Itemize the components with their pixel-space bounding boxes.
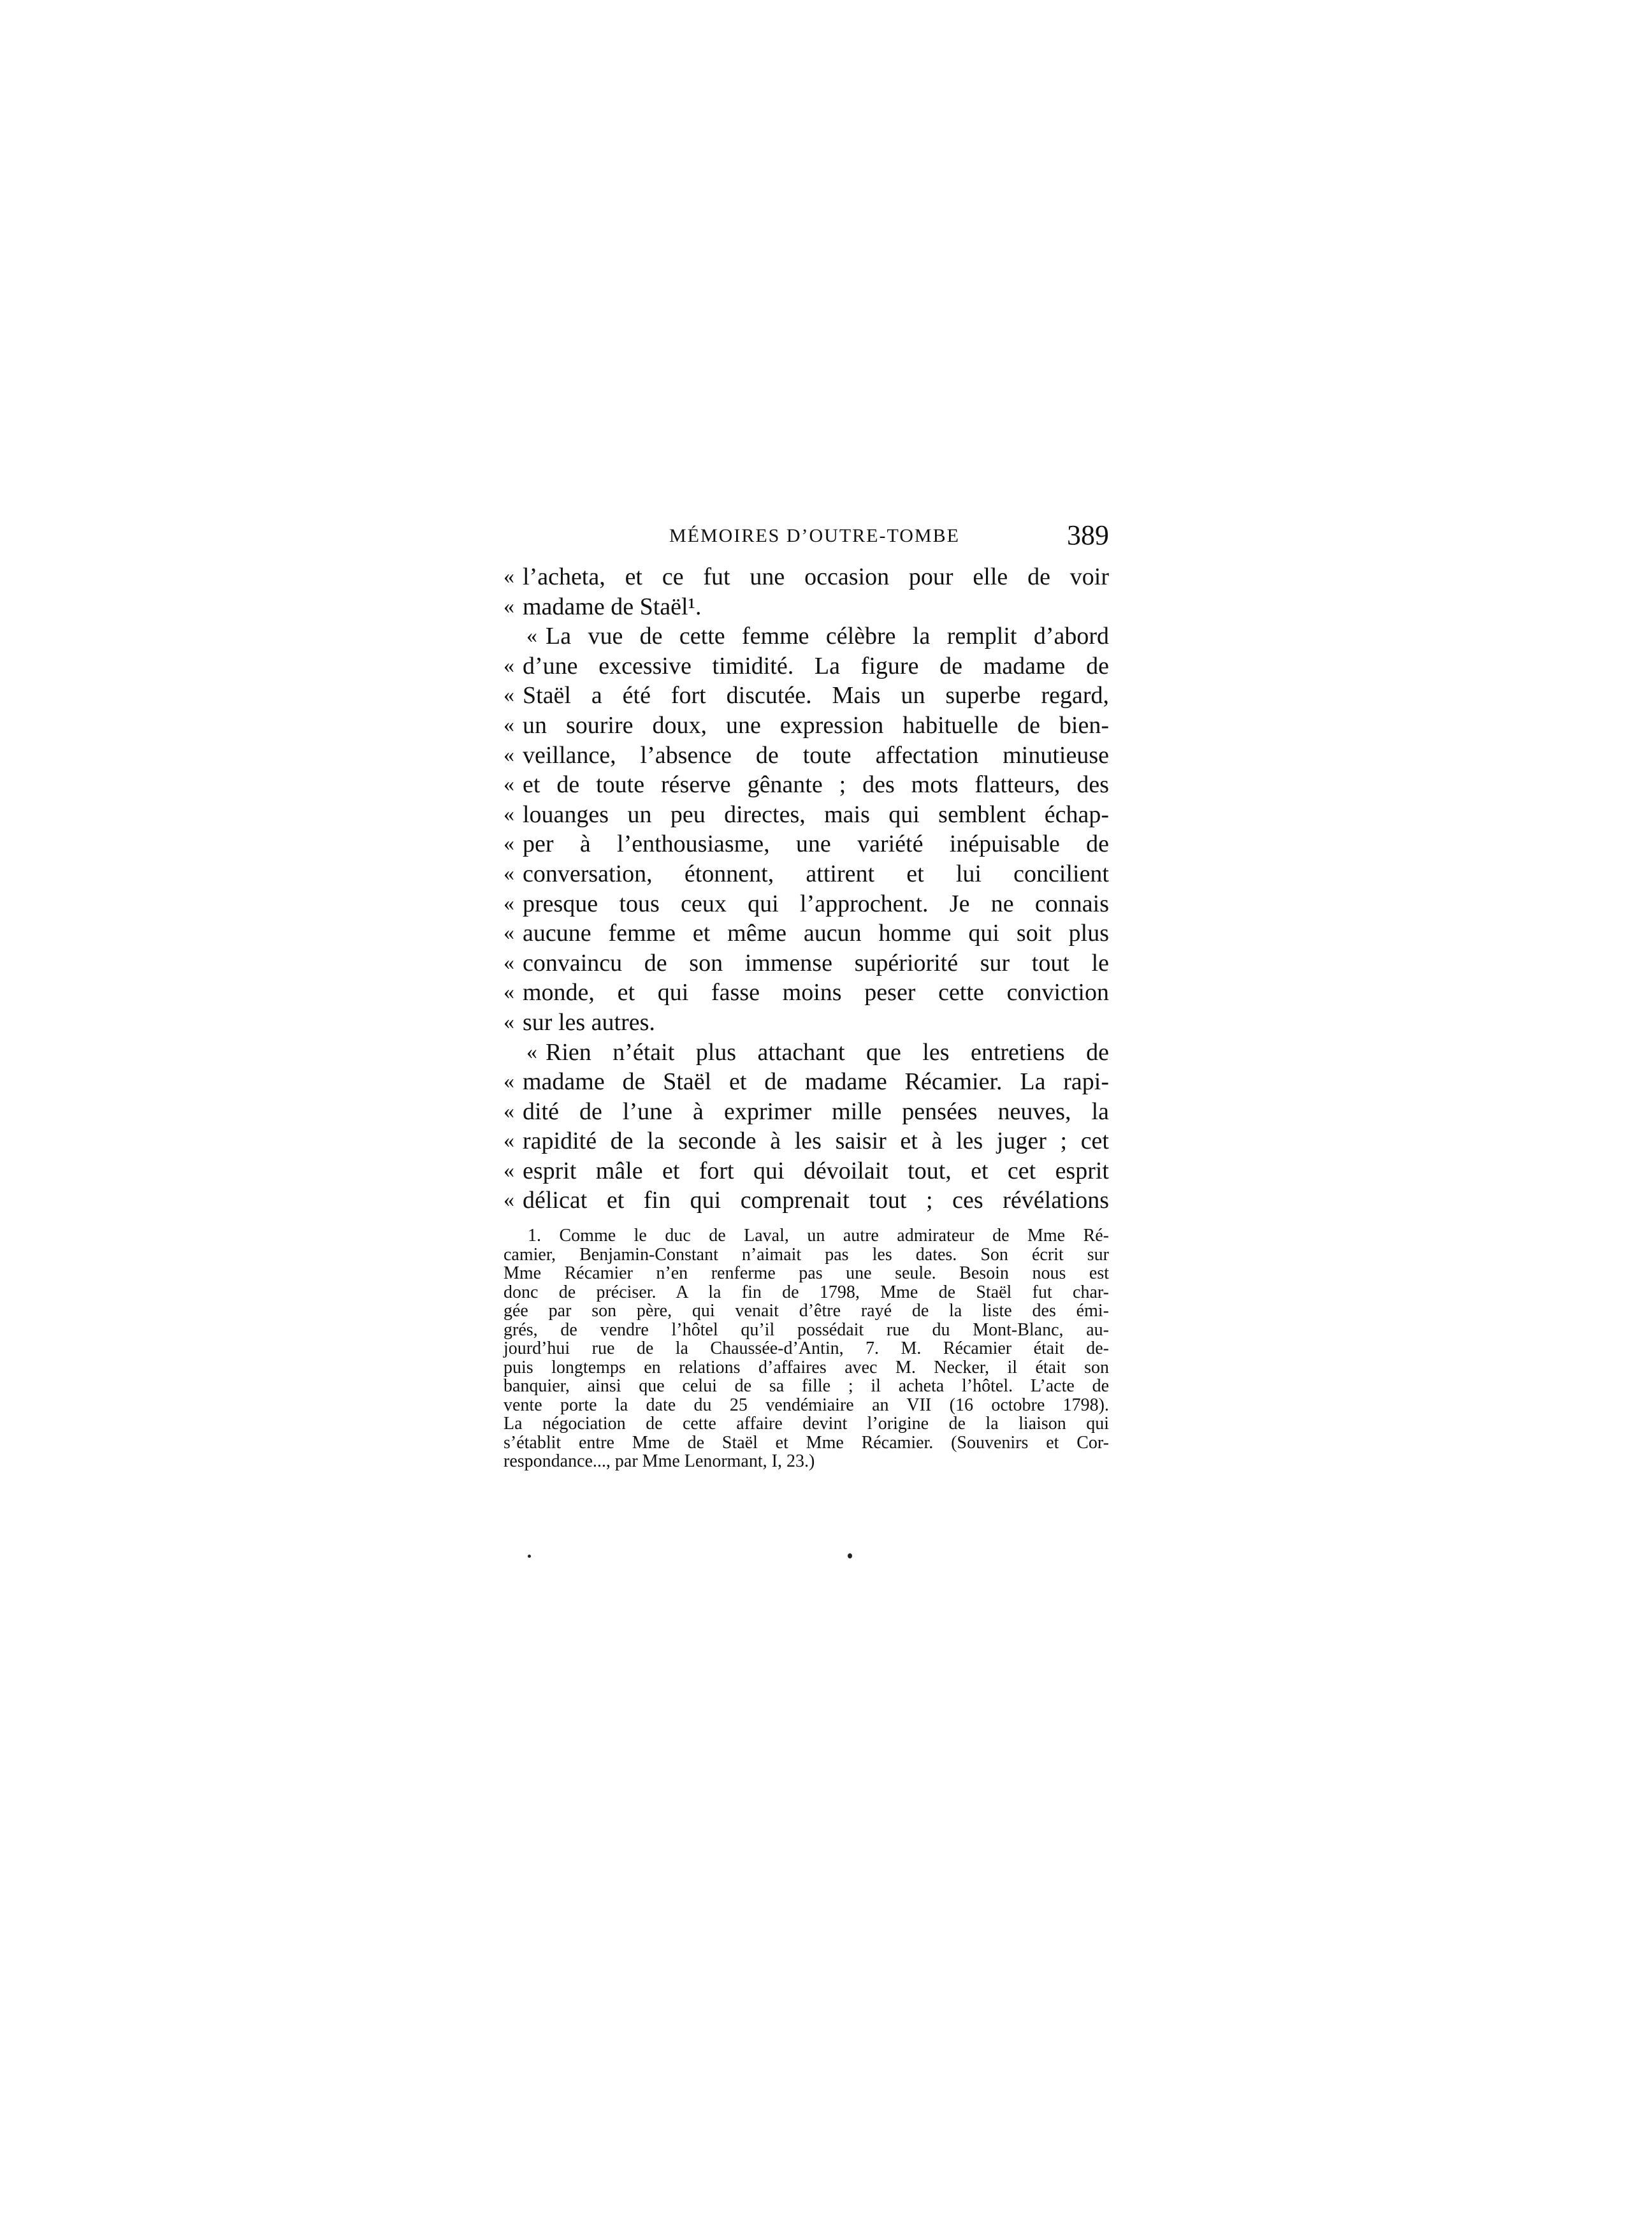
footnote-line xyxy=(504,1321,1109,1340)
footnote-text: grés, de vendre l’hôtel qu’il possédait rue du Mont-Blanc, au- xyxy=(504,1319,1109,1340)
print-speck xyxy=(848,1553,852,1558)
text-line xyxy=(504,1126,1109,1156)
print-speck xyxy=(528,1555,531,1558)
text-line xyxy=(504,829,1109,859)
quote-mark: « xyxy=(504,1188,514,1212)
text-line xyxy=(504,918,1109,948)
text-line xyxy=(504,681,1109,711)
footnote-text: gée par son père, qui venait d’être rayé de la liste des émi- xyxy=(504,1301,1109,1321)
quote-mark: « xyxy=(504,1010,514,1034)
text-line xyxy=(504,651,1109,681)
quote-mark: « xyxy=(504,891,514,915)
quote-mark: « xyxy=(504,713,514,737)
footnote-line xyxy=(504,1283,1109,1302)
footnote-line xyxy=(504,1264,1109,1283)
footnote-line xyxy=(504,1358,1109,1377)
quote-mark: « xyxy=(504,802,514,826)
text-line xyxy=(504,562,1109,592)
footnote-text: respondance..., par Mme Lenormant, I, 23.) xyxy=(504,1451,815,1471)
quote-mark: « xyxy=(504,921,514,945)
line-text: veillance, l’absence de toute affectation minutieuse xyxy=(523,741,1109,769)
text-line xyxy=(504,621,1109,651)
line-text: louanges un peu directes, mais qui semblent échap- xyxy=(523,801,1109,828)
line-text: d’une excessive timidité. La figure de madame de xyxy=(523,652,1109,679)
text-line xyxy=(504,770,1109,800)
quote-mark: « xyxy=(504,565,514,588)
line-text: un sourire doux, une expression habituelle de bien- xyxy=(523,711,1109,739)
footnote-text: banquier, ainsi que celui de sa fille ; il acheta l’hôtel. L’acte de xyxy=(504,1376,1109,1396)
footnote-text: camier, Benjamin-Constant n’aimait pas les dates. Son écrit sur xyxy=(504,1244,1109,1265)
quote-mark: « xyxy=(504,832,514,856)
quote-mark: « xyxy=(526,1040,537,1064)
text-line xyxy=(504,592,1109,622)
quote-mark: « xyxy=(504,1070,514,1094)
footnote-text: jourd’hui rue de la Chaussée-d’Antin, 7. M. Récamier était de- xyxy=(504,1339,1109,1358)
text-line xyxy=(504,1156,1109,1186)
text-line xyxy=(504,1067,1109,1097)
footnote-line xyxy=(504,1434,1109,1453)
quote-mark: « xyxy=(504,743,514,767)
text-line xyxy=(504,1097,1109,1127)
footnote-text: 1. Comme le duc de Laval, un autre admirateur de Mme Ré- xyxy=(528,1226,1109,1245)
text-line xyxy=(504,711,1109,741)
line-text: presque tous ceux qui l’approchent. Je ne connais xyxy=(523,890,1109,917)
footnote-text: Mme Récamier n’en renferme pas une seule. Besoin nous est xyxy=(504,1263,1109,1283)
quote-mark: « xyxy=(504,1158,514,1182)
footnote-line xyxy=(504,1245,1109,1265)
text-line xyxy=(504,1038,1109,1068)
footnote-line xyxy=(504,1452,1109,1471)
footnote-line xyxy=(504,1377,1109,1396)
footnote-line xyxy=(504,1396,1109,1415)
text-line xyxy=(504,948,1109,978)
line-text: et de toute réserve gênante ; des mots flatteurs, des xyxy=(523,771,1109,799)
quote-mark: « xyxy=(504,594,514,618)
text-line xyxy=(504,859,1109,889)
line-text: madame de Staël et de madame Récamier. La rapi- xyxy=(523,1068,1109,1096)
quote-mark: « xyxy=(504,861,514,885)
line-text: Staël a été fort discutée. Mais un superbe regard, xyxy=(523,682,1109,709)
line-text: dité de l’une à exprimer mille pensées neuves, la xyxy=(523,1098,1109,1125)
text-line xyxy=(504,978,1109,1008)
line-text: sur les autres. xyxy=(523,1008,655,1036)
quote-mark: « xyxy=(504,653,514,678)
line-text: Rien n’était plus attachant que les entretiens de xyxy=(546,1038,1109,1066)
footnote-text: La négociation de cette affaire devint l’origine de la liaison qui xyxy=(504,1414,1109,1434)
line-text: per à l’enthousiasme, une variété inépuisable de xyxy=(523,831,1109,858)
line-text: délicat et fin qui comprenait tout ; ces révélations xyxy=(523,1187,1109,1214)
text-line xyxy=(504,1186,1109,1216)
line-text: conversation, étonnent, attirent et lui concilient xyxy=(523,860,1109,887)
body-text xyxy=(504,562,1109,1216)
running-title: MÉMOIRES D’OUTRE-TOMBE xyxy=(669,525,960,546)
quote-mark: « xyxy=(504,683,514,708)
footnote-text: donc de préciser. A la fin de 1798, Mme de Staël fut char- xyxy=(504,1282,1109,1302)
text-line xyxy=(504,1008,1109,1038)
line-text: La vue de cette femme célèbre la remplit d’abord xyxy=(546,623,1109,650)
footnote-line xyxy=(504,1226,1109,1245)
line-text: l’acheta, et ce fut une occasion pour elle de voir xyxy=(523,563,1109,590)
text-line xyxy=(504,889,1109,919)
footnote-text: s’établit entre Mme de Staël et Mme Récamier. (Souvenirs et Cor- xyxy=(504,1432,1109,1453)
text-line xyxy=(504,800,1109,830)
footnotes xyxy=(504,1226,1109,1471)
footnote-line xyxy=(504,1302,1109,1321)
quote-mark: « xyxy=(504,1099,514,1123)
line-text: monde, et qui fasse moins peser cette conviction xyxy=(523,979,1109,1006)
text-line xyxy=(504,741,1109,771)
line-text: rapidité de la seconde à les saisir et à les juger ; cet xyxy=(523,1128,1109,1155)
line-text: convaincu de son immense supériorité sur tout le xyxy=(523,949,1109,976)
quote-mark: « xyxy=(504,980,514,1005)
running-head xyxy=(504,516,1109,555)
quote-mark: « xyxy=(526,624,537,648)
line-text: esprit mâle et fort qui dévoilait tout, et cet esprit xyxy=(523,1157,1109,1184)
line-text: aucune femme et même aucun homme qui soit plus xyxy=(523,920,1109,947)
footnote-text: puis longtemps en relations d’affaires avec M. Necker, il était son xyxy=(504,1357,1109,1377)
quote-mark: « xyxy=(504,950,514,975)
quote-mark: « xyxy=(504,773,514,797)
footnote-line xyxy=(504,1414,1109,1434)
footnote-text: vente porte la date du 25 vendémiaire an VII (16 octobre 1798). xyxy=(504,1395,1109,1415)
line-text: madame de Staël¹. xyxy=(523,593,702,620)
footnote-line xyxy=(504,1339,1109,1358)
quote-mark: « xyxy=(504,1129,514,1153)
page-number: 389 xyxy=(1067,519,1109,551)
